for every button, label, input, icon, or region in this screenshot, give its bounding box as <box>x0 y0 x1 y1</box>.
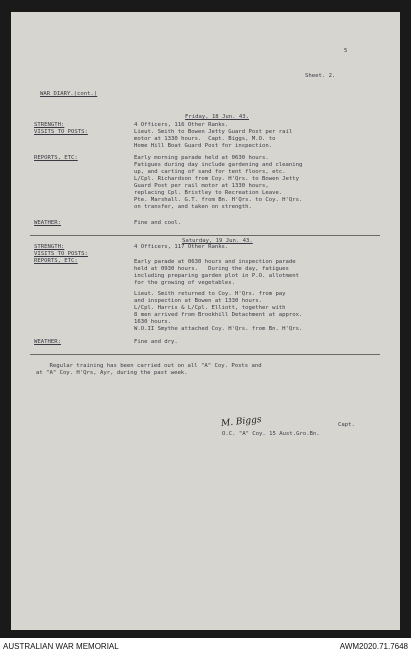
day1-visit-line: motor at 1330 hours. Capt. Biggs, M.O. to <box>134 136 276 142</box>
day1-report-line: Pte. Marshall. G.T. from Bn. H'Qrs. to Coy. H'Qrs. <box>134 197 303 203</box>
archive-reference: AWM2020.71.7648 <box>339 642 408 651</box>
day2-report-line: 8 men arrived from Brookhill Detachment at approx. <box>134 312 303 318</box>
day1-report-line: Guard Post per rail motor at 1330 hours, <box>134 183 269 189</box>
page-mark: 5 <box>344 48 348 54</box>
day1-weather: Fine and cool. <box>134 220 182 226</box>
signatory-rank: Capt. <box>338 422 355 428</box>
day2-report-line: held at 0930 hours. During the day, fatigues <box>134 266 289 272</box>
day2-report-line: L/Cpl. Harris & L/Cpl. Elliott, together with <box>134 305 286 311</box>
day1-reports-label: REPORTS, ETC: <box>34 155 78 161</box>
day2-strength-label: STRENGTH: <box>34 244 65 250</box>
day2-report-line: Lieut. Smith returned to Coy. H'Qrs. from pay <box>134 291 286 297</box>
day1-report-line: L/Cpl. Richardson from Coy. H'Qrs. to Bowen Jetty <box>134 176 300 182</box>
day2-weather-label: WEATHER: <box>34 339 61 345</box>
day2-report-line: Fine and dry. <box>134 339 178 345</box>
day1-report-line: replacing Cpl. Bristley to Recreation Leave. <box>134 190 283 196</box>
day1-weather-label: WEATHER: <box>34 220 61 226</box>
day1-report-line: up, and carting of sand for tent floors, etc. <box>134 169 286 175</box>
sheet-number: Sheet. 2. <box>305 73 336 79</box>
closing-line: Regular training has been carried out on all "A" Coy. Posts and <box>36 363 262 369</box>
day1-strength: 4 Officers, 116 Other Ranks. <box>134 122 229 128</box>
day1-visit-line: Home Hill Boat Guard Post for inspection. <box>134 143 273 149</box>
day1-visit-line: Lieut. Smith to Bowen Jetty Guard Post per rail <box>134 129 293 135</box>
section-divider <box>30 235 380 236</box>
day2-reports-label: REPORTS, ETC: <box>34 258 78 264</box>
signatory-unit: O.C. "A" Coy. 15 Aust.Gro.Bn. <box>222 431 320 437</box>
day2-report-line: including preparing garden plot in P.O. allotment <box>134 273 300 279</box>
archive-name: AUSTRALIAN WAR MEMORIAL <box>3 642 119 651</box>
day2-report-line: for the growing of vegetables. <box>134 280 236 286</box>
day2-strength: 4 Officers, 117 Other Ranks. <box>134 244 229 250</box>
section-divider <box>30 354 380 355</box>
day1-strength-label: STRENGTH: <box>34 122 65 128</box>
day1-report-line: Early morning parade held at 0630 hours. <box>134 155 269 161</box>
day2-date: Saturday, 19 Jun. 43. <box>182 238 253 244</box>
day1-report-line: on transfer, and taken on strength. <box>134 204 252 210</box>
handwritten-signature: M. Biggs <box>220 414 262 430</box>
day1-date: Friday, 18 Jun. 43. <box>185 114 249 120</box>
day2-report-line: 1630 hours. <box>134 319 172 325</box>
closing-line: at "A" Coy. H'Qrs, Ayr, during the past week. <box>36 370 188 376</box>
document-heading: WAR DIARY.(cont.) <box>40 91 98 97</box>
day2-report-line: Early parade at 0630 hours and inspection parade <box>134 259 296 265</box>
day2-visits-label: VISITS TO POSTS: <box>34 251 88 257</box>
day1-visits-label: VISITS TO POSTS: <box>34 129 88 135</box>
archive-footer <box>0 640 411 653</box>
day1-report-line: Fatigues during day include gardening and cleaning <box>134 162 303 168</box>
day2-report-line: W.O.II Smythe attached Coy. H'Qrs. from Bn. H'Qrs. <box>134 326 303 332</box>
document-page <box>11 12 400 630</box>
day2-report-line: and inspection at Bowen at 1330 hours. <box>134 298 262 304</box>
